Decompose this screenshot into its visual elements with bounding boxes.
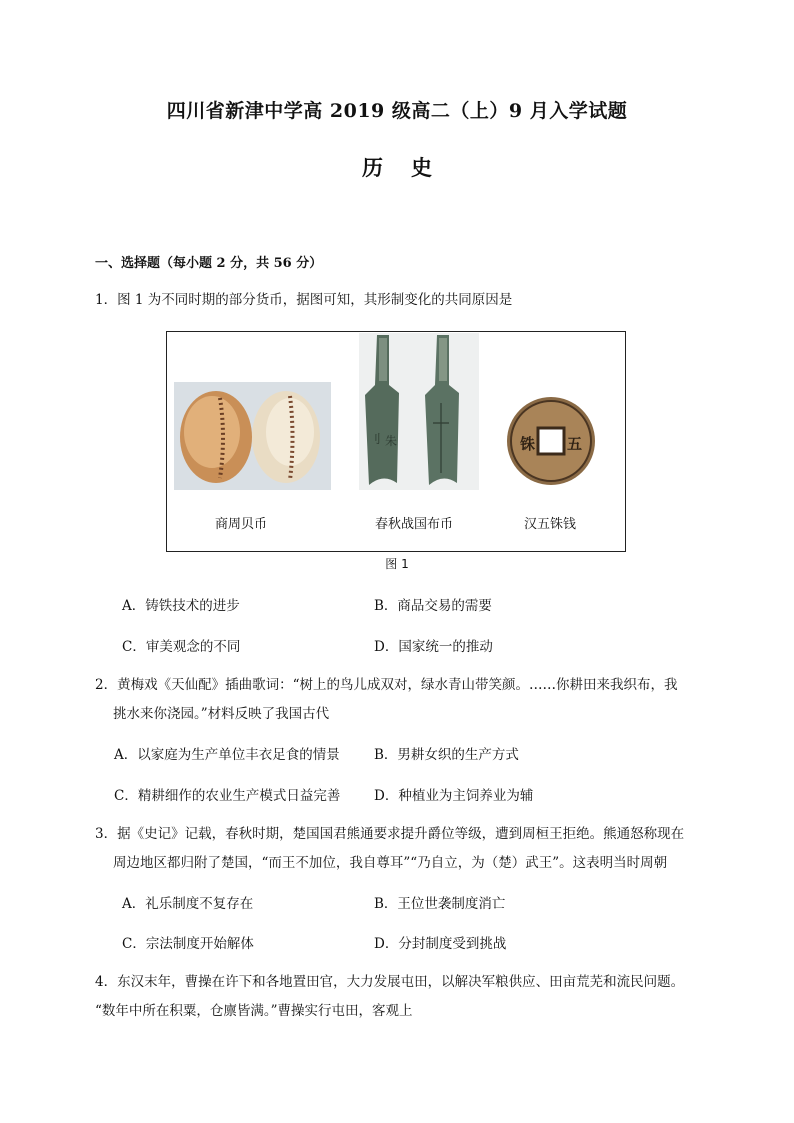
- q3-option-d: D．分封制度受到挑战: [374, 936, 507, 952]
- q1-option-d: D．国家统一的推动: [374, 639, 493, 655]
- q1-option-a: A．铸铁技术的进步: [122, 598, 240, 614]
- question-4-stem: [95, 968, 705, 1026]
- caption-wuzhu-coin: 汉五铢钱: [524, 517, 577, 532]
- q3-option-a: A．礼乐制度不复存在: [122, 896, 254, 912]
- question-3-line1: 3．据《史记》记载，春秋时期，楚国国君熊通要求提升爵位等级，遭到周桓王拒绝。熊通怒称现在: [95, 826, 685, 842]
- section-heading: 一、选择题（每小题 2 分，共 56 分）: [95, 256, 323, 271]
- caption-shell-money: 商周贝币: [215, 517, 268, 532]
- question-3-line2: 周边地区都归附了楚国，“而王不加位，我自尊耳”“乃自立，为（楚）武王”。这表明当时周朝: [113, 855, 668, 871]
- q1-option-c: C．审美观念的不同: [122, 639, 241, 655]
- svg-text:铢: 铢: [520, 435, 536, 453]
- q3-option-b: B．王位世袭制度消亡: [374, 896, 506, 912]
- svg-text:刂: 刂: [369, 432, 382, 446]
- spade-money-image: [359, 333, 479, 490]
- q3-option-c: C．宗法制度开始解体: [122, 936, 254, 952]
- svg-text:朱: 朱: [385, 434, 398, 448]
- question-1-stem: 1．图 1 为不同时期的部分货币，据图可知，其形制变化的共同原因是: [95, 292, 513, 308]
- figure-1-box: [166, 331, 626, 552]
- wuzhu-coin-image: [505, 395, 597, 487]
- question-4-line1: 4．东汉末年，曹操在许下和各地置田官，大力发展屯田，以解决军粮供应、田亩荒芜和流民问题。: [95, 974, 685, 990]
- q2-option-c: C．精耕细作的农业生产模式日益完善: [114, 788, 341, 804]
- figure-1-label: 图 1: [385, 557, 409, 571]
- question-2-stem: [95, 671, 705, 729]
- shell-money-image: [174, 382, 331, 490]
- question-2-line2: 挑水来你浇园。”材料反映了我国古代: [113, 706, 330, 722]
- question-3-stem: [95, 820, 705, 878]
- exam-title: 四川省新津中学高 2019 级高二（上）9 月入学试题: [166, 100, 628, 122]
- q2-option-b: B．男耕女织的生产方式: [374, 747, 519, 763]
- question-2-line1: 2．黄梅戏《天仙配》插曲歌词：“树上的鸟儿成双对，绿水青山带笑颜。……你耕田来我织布，我: [95, 677, 678, 693]
- caption-spade-money: 春秋战国布币: [375, 517, 454, 532]
- svg-text:五: 五: [567, 435, 583, 453]
- question-4-line2: “数年中所在积粟，仓廪皆满。”曹操实行屯田，客观上: [95, 1003, 413, 1019]
- exam-subject: 历史: [362, 155, 460, 180]
- q2-option-a: A．以家庭为生产单位丰衣足食的情景: [114, 747, 340, 763]
- q2-option-d: D．种植业为主饲养业为辅: [374, 788, 534, 804]
- q1-option-b: B．商品交易的需要: [374, 598, 492, 614]
